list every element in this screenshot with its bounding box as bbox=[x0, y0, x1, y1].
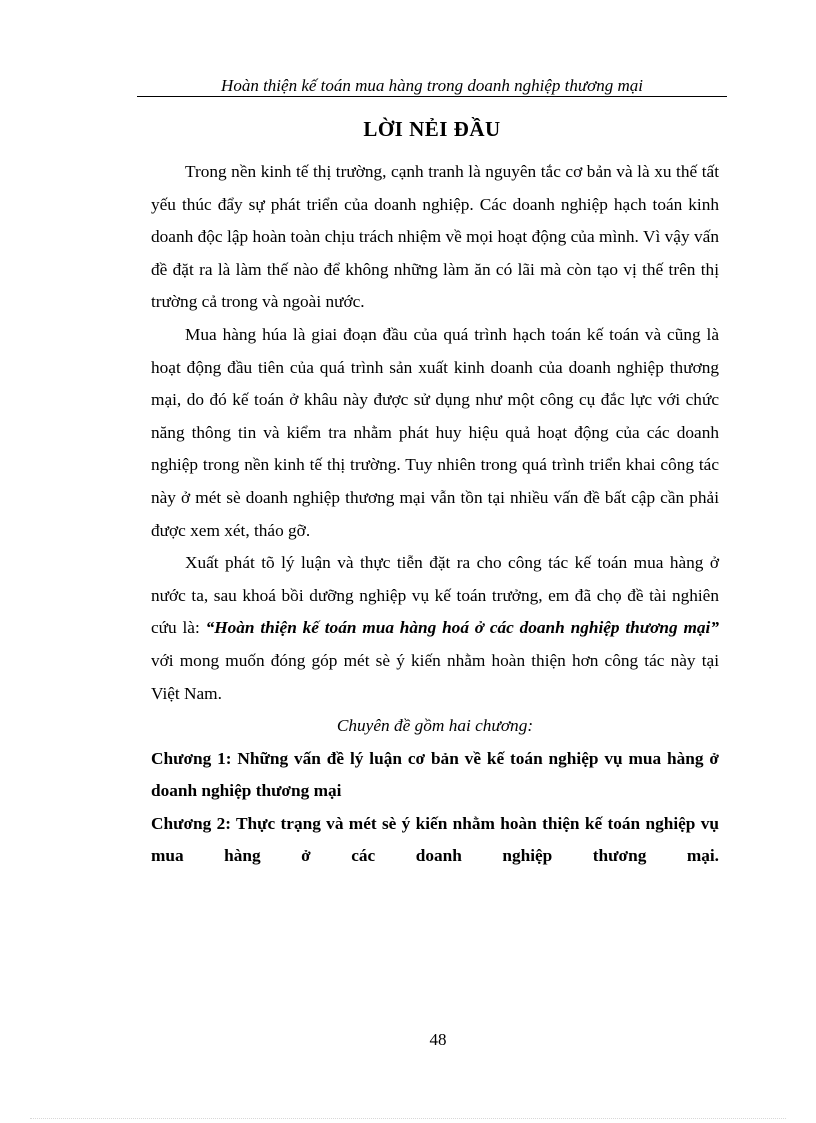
paragraph-3-end: với mong muốn đóng góp mét sè ý kiến nhằm hoàn thiện hơn công tác này tại Việt Nam. bbox=[151, 650, 719, 703]
paragraph-3-start: Xuất phát tõ lý luận và thực tiễn đặt ra cho công tác kế toán mua hàng ở nước ta, sau khoá bồi dưỡng nghiệp vụ kế toán trưởng, em đã chọ đề tài nghiên cứu là: bbox=[151, 553, 719, 638]
chapter-2: Chương 2: Thực trạng và mét sè ý kiến nhằm hoàn thiện kế toán nghiệp vụ mua hàng ở các doanh nghiệp thương mại. bbox=[151, 813, 719, 866]
research-topic: “Hoàn thiện kế toán mua hàng hoá ở các doanh nghiệp thương mại” bbox=[205, 618, 719, 638]
footer-dotted-line bbox=[30, 1118, 786, 1119]
page-title: LỜI NẺI ĐẦU bbox=[363, 117, 501, 141]
chapter-1: Chương 1: Những vấn đề lý luận cơ bản về kế toán nghiệp vụ mua hàng ở doanh nghiệp thương mại bbox=[151, 748, 719, 801]
page-number: 48 bbox=[429, 1030, 447, 1049]
body-text bbox=[151, 156, 719, 873]
chapters-intro: Chuyên đề gồm hai chương: bbox=[336, 716, 534, 736]
running-header: Hoàn thiện kế toán mua hàng trong doanh nghiệp thương mại bbox=[137, 76, 727, 97]
paragraph-3 bbox=[151, 547, 719, 710]
paragraph-1: Trong nền kinh tế thị trường, cạnh tranh là nguyên tắc cơ bản và là xu thế tất yếu thúc đẩy sự phát triển của doanh nghiệp. Các doanh nghiệp hạch toán kinh doanh độc lập hoàn toàn chịu trách nhiệm về mọi hoạt động của mình. Vì vậy vấn đề đặt ra là làm thế nào để không những làm ăn có lãi mà còn tạo vị thế trên thị trường cả trong và ngoài nước. bbox=[151, 162, 719, 312]
paragraph-2: Mua hàng húa là giai đoạn đầu của quá trình hạch toán kế toán và cũng là hoạt động đầu tiên của quá trình sản xuất kinh doanh của doanh nghiệp thương mại, do đó kế toán ở khâu này được sử dụng như một công cụ đắc lực với chức năng thông tin và kiểm tra nhằm phát huy hiệu quả hoạt động của các doanh nghiệp trong nền kinh tế thị trường. Tuy nhiên trong quá trình triển khai công tác này ở mét sè doanh nghiệp thương mại vẫn tồn tại nhiều vấn đề bất cập cần phải được xem xét, tháo gỡ. bbox=[151, 324, 719, 540]
